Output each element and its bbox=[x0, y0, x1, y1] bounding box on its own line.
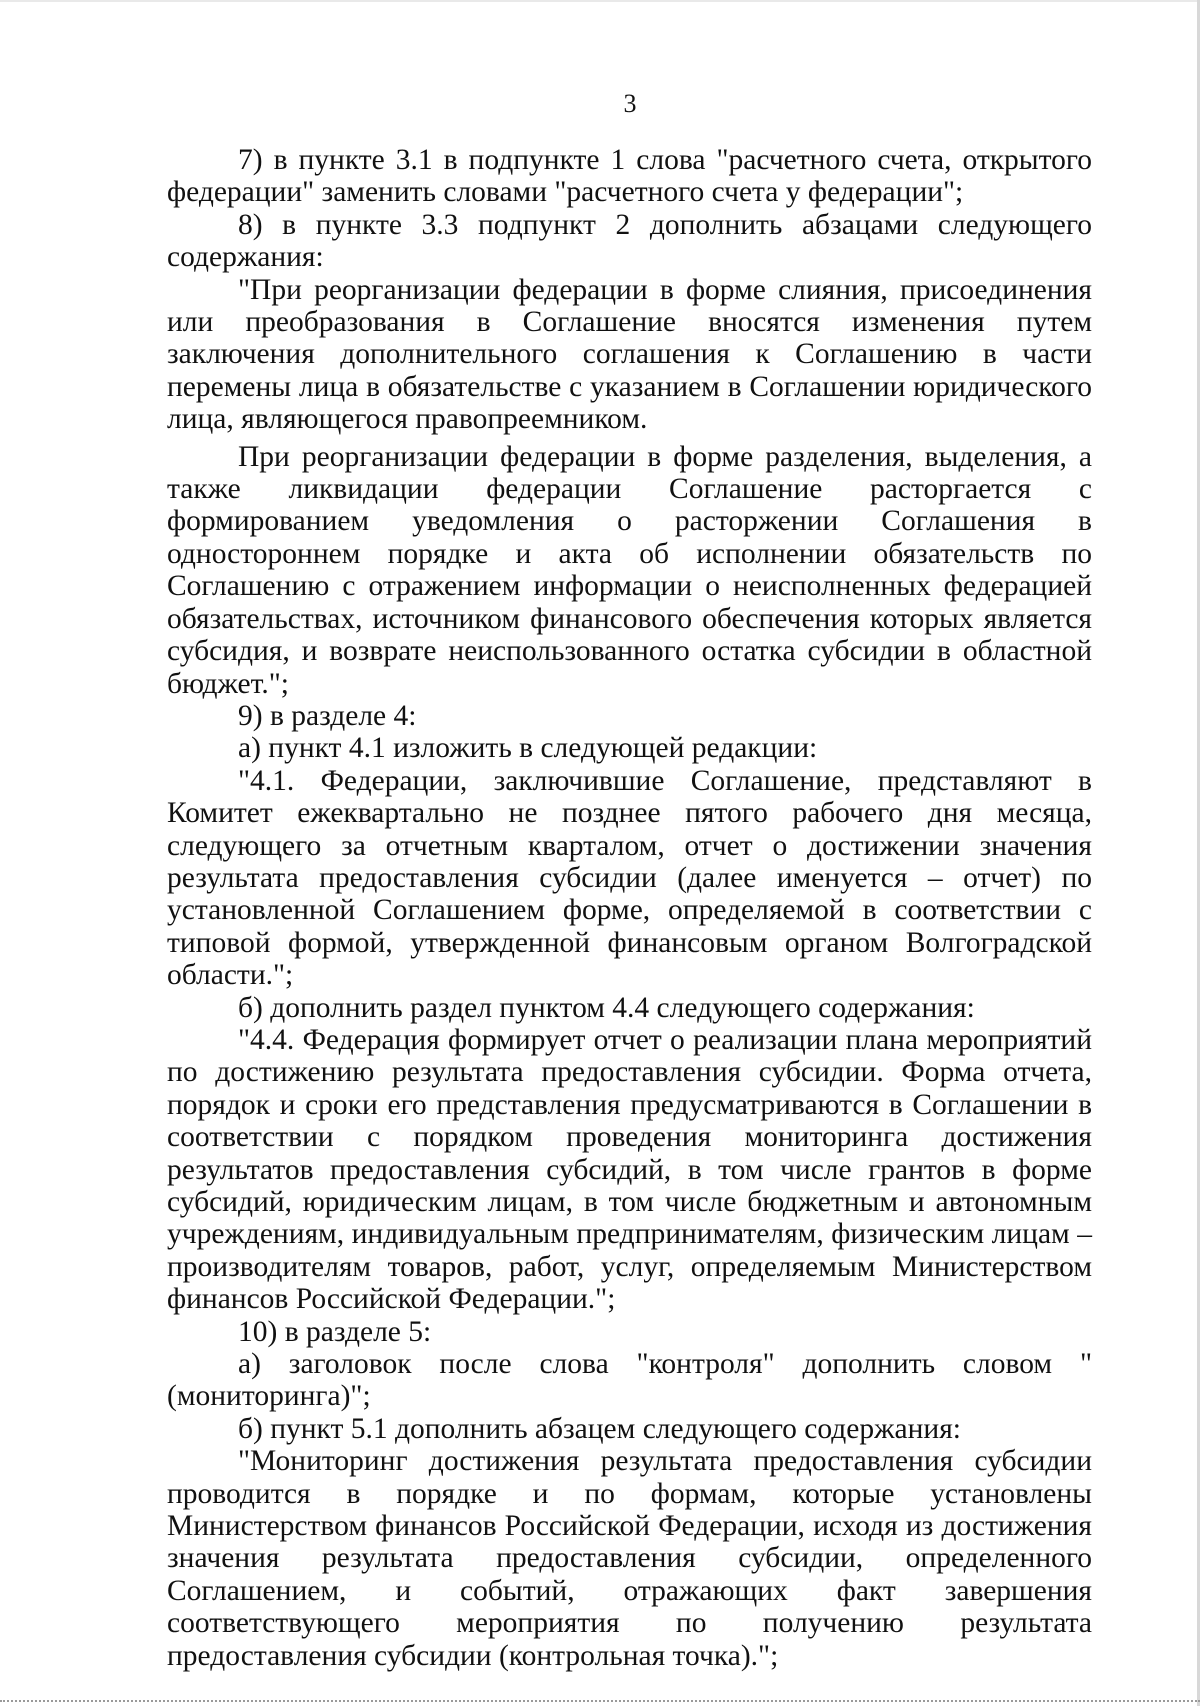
paragraph-quote-reorganization-merge: "При реорганизации федерации в форме слияния, присоединения или преобразования в Соглашение вносятся изменения путем заключения дополнительного соглашения к Соглашению в части перемены лица в обязательстве с указанием в Соглашении юридического лица, являющегося правопреемником. bbox=[167, 273, 1092, 436]
paragraph-quote-4-1: "4.1. Федерации, заключившие Соглашение, представляют в Комитет ежеквартально не позднее пятого рабочего дня месяца, следующего за отчетным кварталом, отчет о достижении значения результата предоставления субсидии (далее именуется – отчет) по установленной Соглашением форме, определяемой в соответствии с типовой формой, утвержденной финансовым органом Волгоградской области."; bbox=[167, 764, 1092, 992]
scan-edge-top bbox=[0, 0, 1200, 2]
paragraph-reorganization-division: При реорганизации федерации в форме разделения, выделения, а также ликвидации федерации Соглашение расторгается с формированием уведомления о расторжении Соглашения в одностороннем порядке и акта об исполнении обязательств по Соглашению с отражением информации о неисполненных федерацией обязательствах, источником финансового обеспечения которых является субсидия, и возврате неиспользованного остатка субсидии в областной бюджет."; bbox=[167, 440, 1092, 700]
document-body bbox=[167, 144, 1092, 1672]
paragraph-item-9a: а) пункт 4.1 изложить в следующей редакции: bbox=[238, 732, 818, 765]
paragraph-item-8: 8) в пункте 3.3 подпункт 2 дополнить абзацами следующего содержания: bbox=[167, 208, 1092, 274]
paragraph-item-7: 7) в пункте 3.1 в подпункте 1 слова "расчетного счета, открытого федерации" заменить словами "расчетного счета у федерации"; bbox=[167, 144, 1092, 209]
paragraph-item-10a: а) заголовок после слова "контроля" дополнить словом "(мониторинга)"; bbox=[167, 1348, 1092, 1413]
scan-edge-bottom bbox=[0, 1700, 1200, 1702]
paragraph-item-10: 10) в разделе 5: bbox=[238, 1315, 432, 1348]
paragraph-quote-monitoring: "Мониторинг достижения результата предоставления субсидии проводится в порядке и по формам, которые установлены Министерством финансов Российской Федерации, исходя из достижения значения результата предоставления субсидии, определенного Соглашением, и событий, отражающих факт завершения соответствующего мероприятия по получению результата предоставления субсидии (контрольная точка)."; bbox=[167, 1445, 1092, 1672]
page-number: 3 bbox=[623, 89, 637, 118]
paragraph-item-10b: б) пункт 5.1 дополнить абзацем следующего содержания: bbox=[238, 1412, 961, 1445]
paragraph-item-9b: б) дополнить раздел пунктом 4.4 следующего содержания: bbox=[238, 991, 975, 1024]
paragraph-quote-4-4: "4.4. Федерация формирует отчет о реализации плана мероприятий по достижению результата предоставления субсидии. Форма отчета, порядок и сроки его представления предусматриваются в Соглашении в соответствии с порядком проведения мониторинга достижения результатов предоставления субсидий, в том числе грантов в форме субсидий, юридическим лицам, в том числе бюджетным и автономным учреждениям, индивидуальным предпринимателям, физическим лицам – производителям товаров, работ, услуг, определяемым Министерством финансов Российской Федерации."; bbox=[167, 1023, 1092, 1316]
paragraph-item-9: 9) в разделе 4: bbox=[238, 699, 417, 732]
